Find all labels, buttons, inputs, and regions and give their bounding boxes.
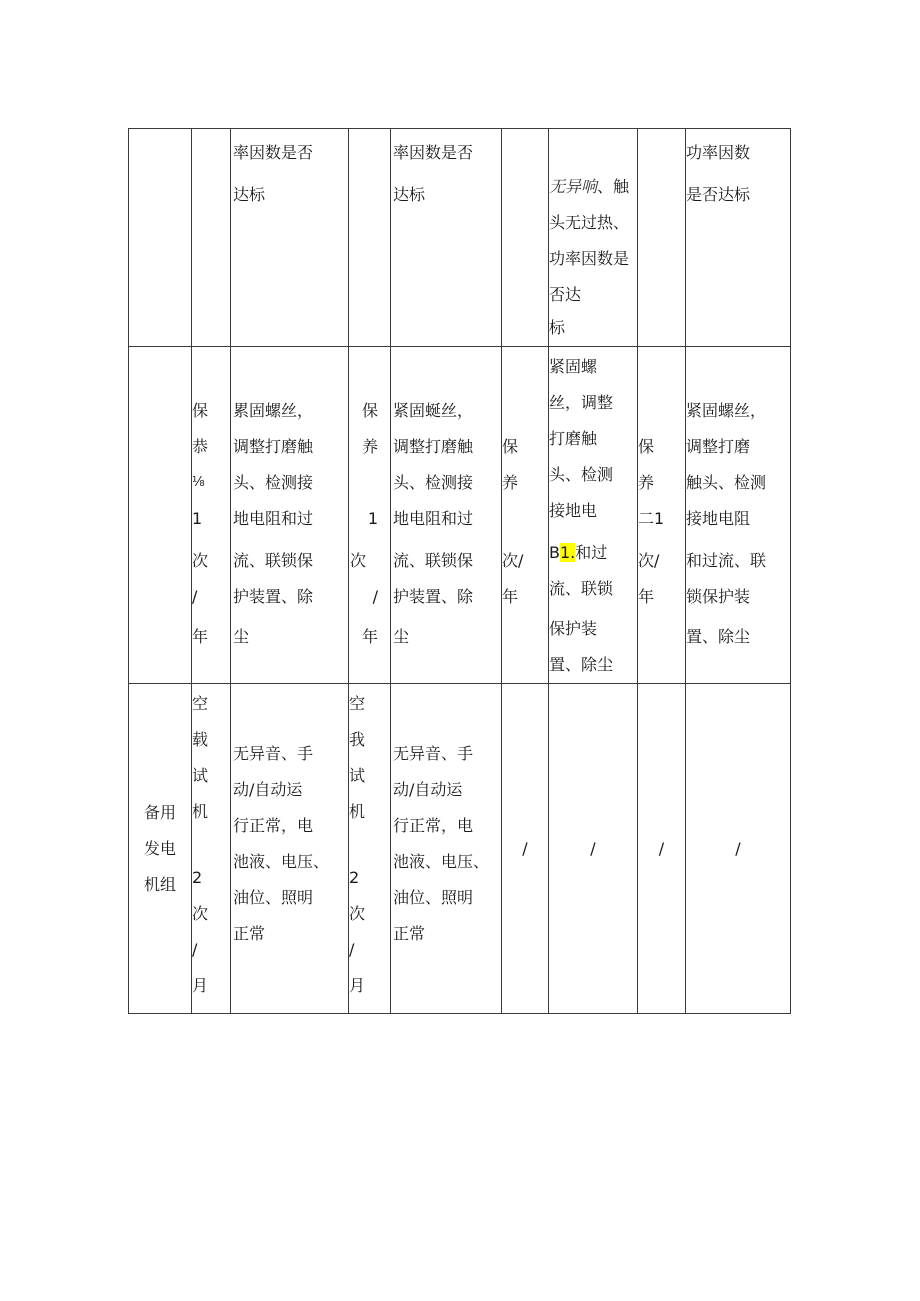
- cell-text: 紧固螺: [549, 357, 598, 376]
- content-cell: [686, 129, 791, 347]
- cell-text: 头、检测: [549, 465, 614, 484]
- cell-text: 空: [349, 694, 366, 713]
- category-cell: [129, 684, 192, 1014]
- frequency-cell: [349, 684, 391, 1014]
- cell-text: 次/: [502, 551, 524, 570]
- content-cell: [391, 347, 502, 684]
- cell-text: 地电阻和过: [233, 509, 314, 528]
- category-cell-empty: [129, 347, 192, 684]
- cell-text: 机: [349, 802, 366, 821]
- cell-text: 试: [192, 766, 209, 785]
- cell-text: 动/自动运: [393, 780, 463, 799]
- cell-text: 和过流、联: [686, 551, 767, 570]
- cell-text: 保: [638, 437, 655, 456]
- cell-text: 接地电阻: [686, 509, 751, 528]
- cell-text: 紧固螺丝，: [686, 401, 767, 420]
- cell-text: 月: [349, 976, 366, 995]
- cell-text: 年: [361, 627, 378, 646]
- cell-text: 达标: [393, 185, 426, 204]
- na-mark: /: [735, 838, 741, 858]
- cell-text: 动/自动运: [233, 780, 303, 799]
- cell-text: 行正常，电: [233, 816, 314, 835]
- content-cell: [231, 684, 349, 1014]
- cell-text: 保护装: [549, 619, 598, 638]
- maintenance-table: [128, 128, 791, 1014]
- cell-text: 触头、检测: [686, 473, 767, 492]
- cell-text: 打磨触: [549, 429, 598, 448]
- cell-text: 试: [349, 766, 366, 785]
- category-label: 备用: [143, 802, 176, 822]
- cell-text: 我: [349, 730, 366, 749]
- table-row: [129, 129, 791, 347]
- cell-text: 调整打磨触: [233, 437, 314, 456]
- cell-text: 次: [350, 551, 367, 570]
- cell-text: 是否达标: [686, 185, 751, 204]
- cell-text: 率因数是否: [233, 143, 314, 162]
- cell-text: [349, 465, 378, 501]
- cell-text: 达标: [233, 185, 266, 204]
- cell-text: 行正常，电: [393, 816, 474, 835]
- cell-text: 无异音、手: [393, 744, 474, 763]
- cell-text: 养: [638, 473, 655, 492]
- cell-text: 置、除尘: [686, 627, 751, 646]
- cell-text: 调整打磨触: [393, 437, 474, 456]
- cell-text: 流、联锁: [549, 579, 614, 598]
- cell-text: 年: [502, 587, 519, 606]
- cell-text: 保: [502, 437, 519, 456]
- cell-text: [349, 830, 390, 860]
- frequency-cell-empty: [192, 129, 231, 347]
- cell-text: 标: [549, 318, 566, 337]
- content-cell: [391, 684, 502, 1014]
- cell-text: 正常: [393, 924, 426, 943]
- cell-text: 1: [367, 509, 378, 528]
- frequency-cell-empty: [349, 129, 391, 347]
- cell-text: 养: [502, 473, 519, 492]
- cell-text: 机: [192, 802, 209, 821]
- cell-text: 1: [192, 509, 203, 528]
- cell-text: 否达: [549, 285, 582, 304]
- cell-text: 接地电: [549, 501, 598, 520]
- cell-text: 2: [349, 868, 360, 887]
- cell-text: 池液、电压、: [393, 852, 490, 871]
- na-cell: [549, 684, 638, 1014]
- cell-text: 二1: [638, 509, 665, 528]
- cell-text: 调整打磨: [686, 437, 751, 456]
- cell-text: /: [192, 940, 198, 959]
- cell-text: 正常: [233, 924, 266, 943]
- cell-text: 尘: [393, 627, 410, 646]
- na-mark: /: [590, 838, 596, 858]
- category-cell-empty: [129, 129, 192, 347]
- cell-text: 头无过热、: [549, 213, 630, 232]
- highlighted-text: 1.: [559, 543, 576, 562]
- table-row: [129, 347, 791, 684]
- cell-text: 保: [192, 401, 209, 420]
- cell-text: 护装置、除: [233, 587, 314, 606]
- cell-text: 空: [192, 694, 209, 713]
- cell-text: 池液、电压、: [233, 852, 330, 871]
- cell-text: 护装置、除: [393, 587, 474, 606]
- cell-text: 养: [361, 437, 378, 456]
- content-cell: [549, 347, 638, 684]
- frequency-cell: [349, 347, 391, 684]
- frequency-cell: [638, 347, 686, 684]
- cell-text: 年: [192, 627, 209, 646]
- category-label: 机组: [143, 874, 176, 894]
- cell-text: 流、联锁保: [233, 551, 314, 570]
- frequency-cell: [192, 347, 231, 684]
- cell-text: 年: [638, 587, 655, 606]
- cell-text: 功率因数是: [549, 249, 630, 268]
- content-cell: [231, 347, 349, 684]
- cell-text: 头、检测接: [393, 473, 474, 492]
- cell-text: 紧固蜒丝，: [393, 401, 474, 420]
- table-row: [129, 684, 791, 1014]
- cell-text: [502, 501, 548, 537]
- cell-text: 恭: [192, 437, 209, 456]
- cell-text: ⅛: [192, 475, 205, 490]
- category-label: 发电: [143, 838, 176, 858]
- cell-text: [192, 830, 230, 860]
- cell-text: 载: [192, 730, 209, 749]
- cell-text: 、触: [597, 177, 630, 196]
- cell-text: 率因数是否: [393, 143, 474, 162]
- cell-text: 保: [361, 401, 378, 420]
- na-cell: [638, 684, 686, 1014]
- cell-text: 流、联锁保: [393, 551, 474, 570]
- cell-text: 月: [192, 976, 209, 995]
- cell-text: 次: [192, 551, 209, 570]
- content-cell: [231, 129, 349, 347]
- na-mark: /: [658, 838, 665, 858]
- frequency-cell-empty: [638, 129, 686, 347]
- na-mark: /: [522, 838, 528, 858]
- cell-text: 无异响: [549, 177, 598, 196]
- cell-text: 和过: [575, 543, 608, 562]
- cell-text: 次: [192, 904, 209, 923]
- cell-text: 次/: [638, 551, 660, 570]
- cell-text: 油位、照明: [233, 888, 314, 907]
- frequency-cell-empty: [502, 129, 549, 347]
- cell-text: 2: [192, 868, 203, 887]
- cell-text: 油位、照明: [393, 888, 474, 907]
- cell-text: B: [549, 543, 560, 562]
- cell-text: 无异音、手: [233, 744, 314, 763]
- frequency-cell: [192, 684, 231, 1014]
- cell-text: 次: [349, 904, 366, 923]
- content-cell: [391, 129, 502, 347]
- cell-text: 功率因数: [686, 143, 751, 162]
- cell-text: 丝，调整: [549, 393, 614, 412]
- content-cell: [686, 347, 791, 684]
- cell-text: /: [349, 940, 355, 959]
- cell-text: 锁保护装: [686, 587, 751, 606]
- cell-text: 置、除尘: [549, 655, 614, 674]
- cell-text: /: [192, 587, 198, 606]
- cell-text: /: [372, 587, 378, 606]
- cell-text: 头、检测接: [233, 473, 314, 492]
- content-cell: [549, 129, 638, 347]
- cell-text: 累固螺丝，: [233, 401, 314, 420]
- frequency-cell: [502, 347, 549, 684]
- na-cell: [686, 684, 791, 1014]
- cell-text: 地电阻和过: [393, 509, 474, 528]
- na-cell: [502, 684, 549, 1014]
- cell-text: 尘: [233, 627, 250, 646]
